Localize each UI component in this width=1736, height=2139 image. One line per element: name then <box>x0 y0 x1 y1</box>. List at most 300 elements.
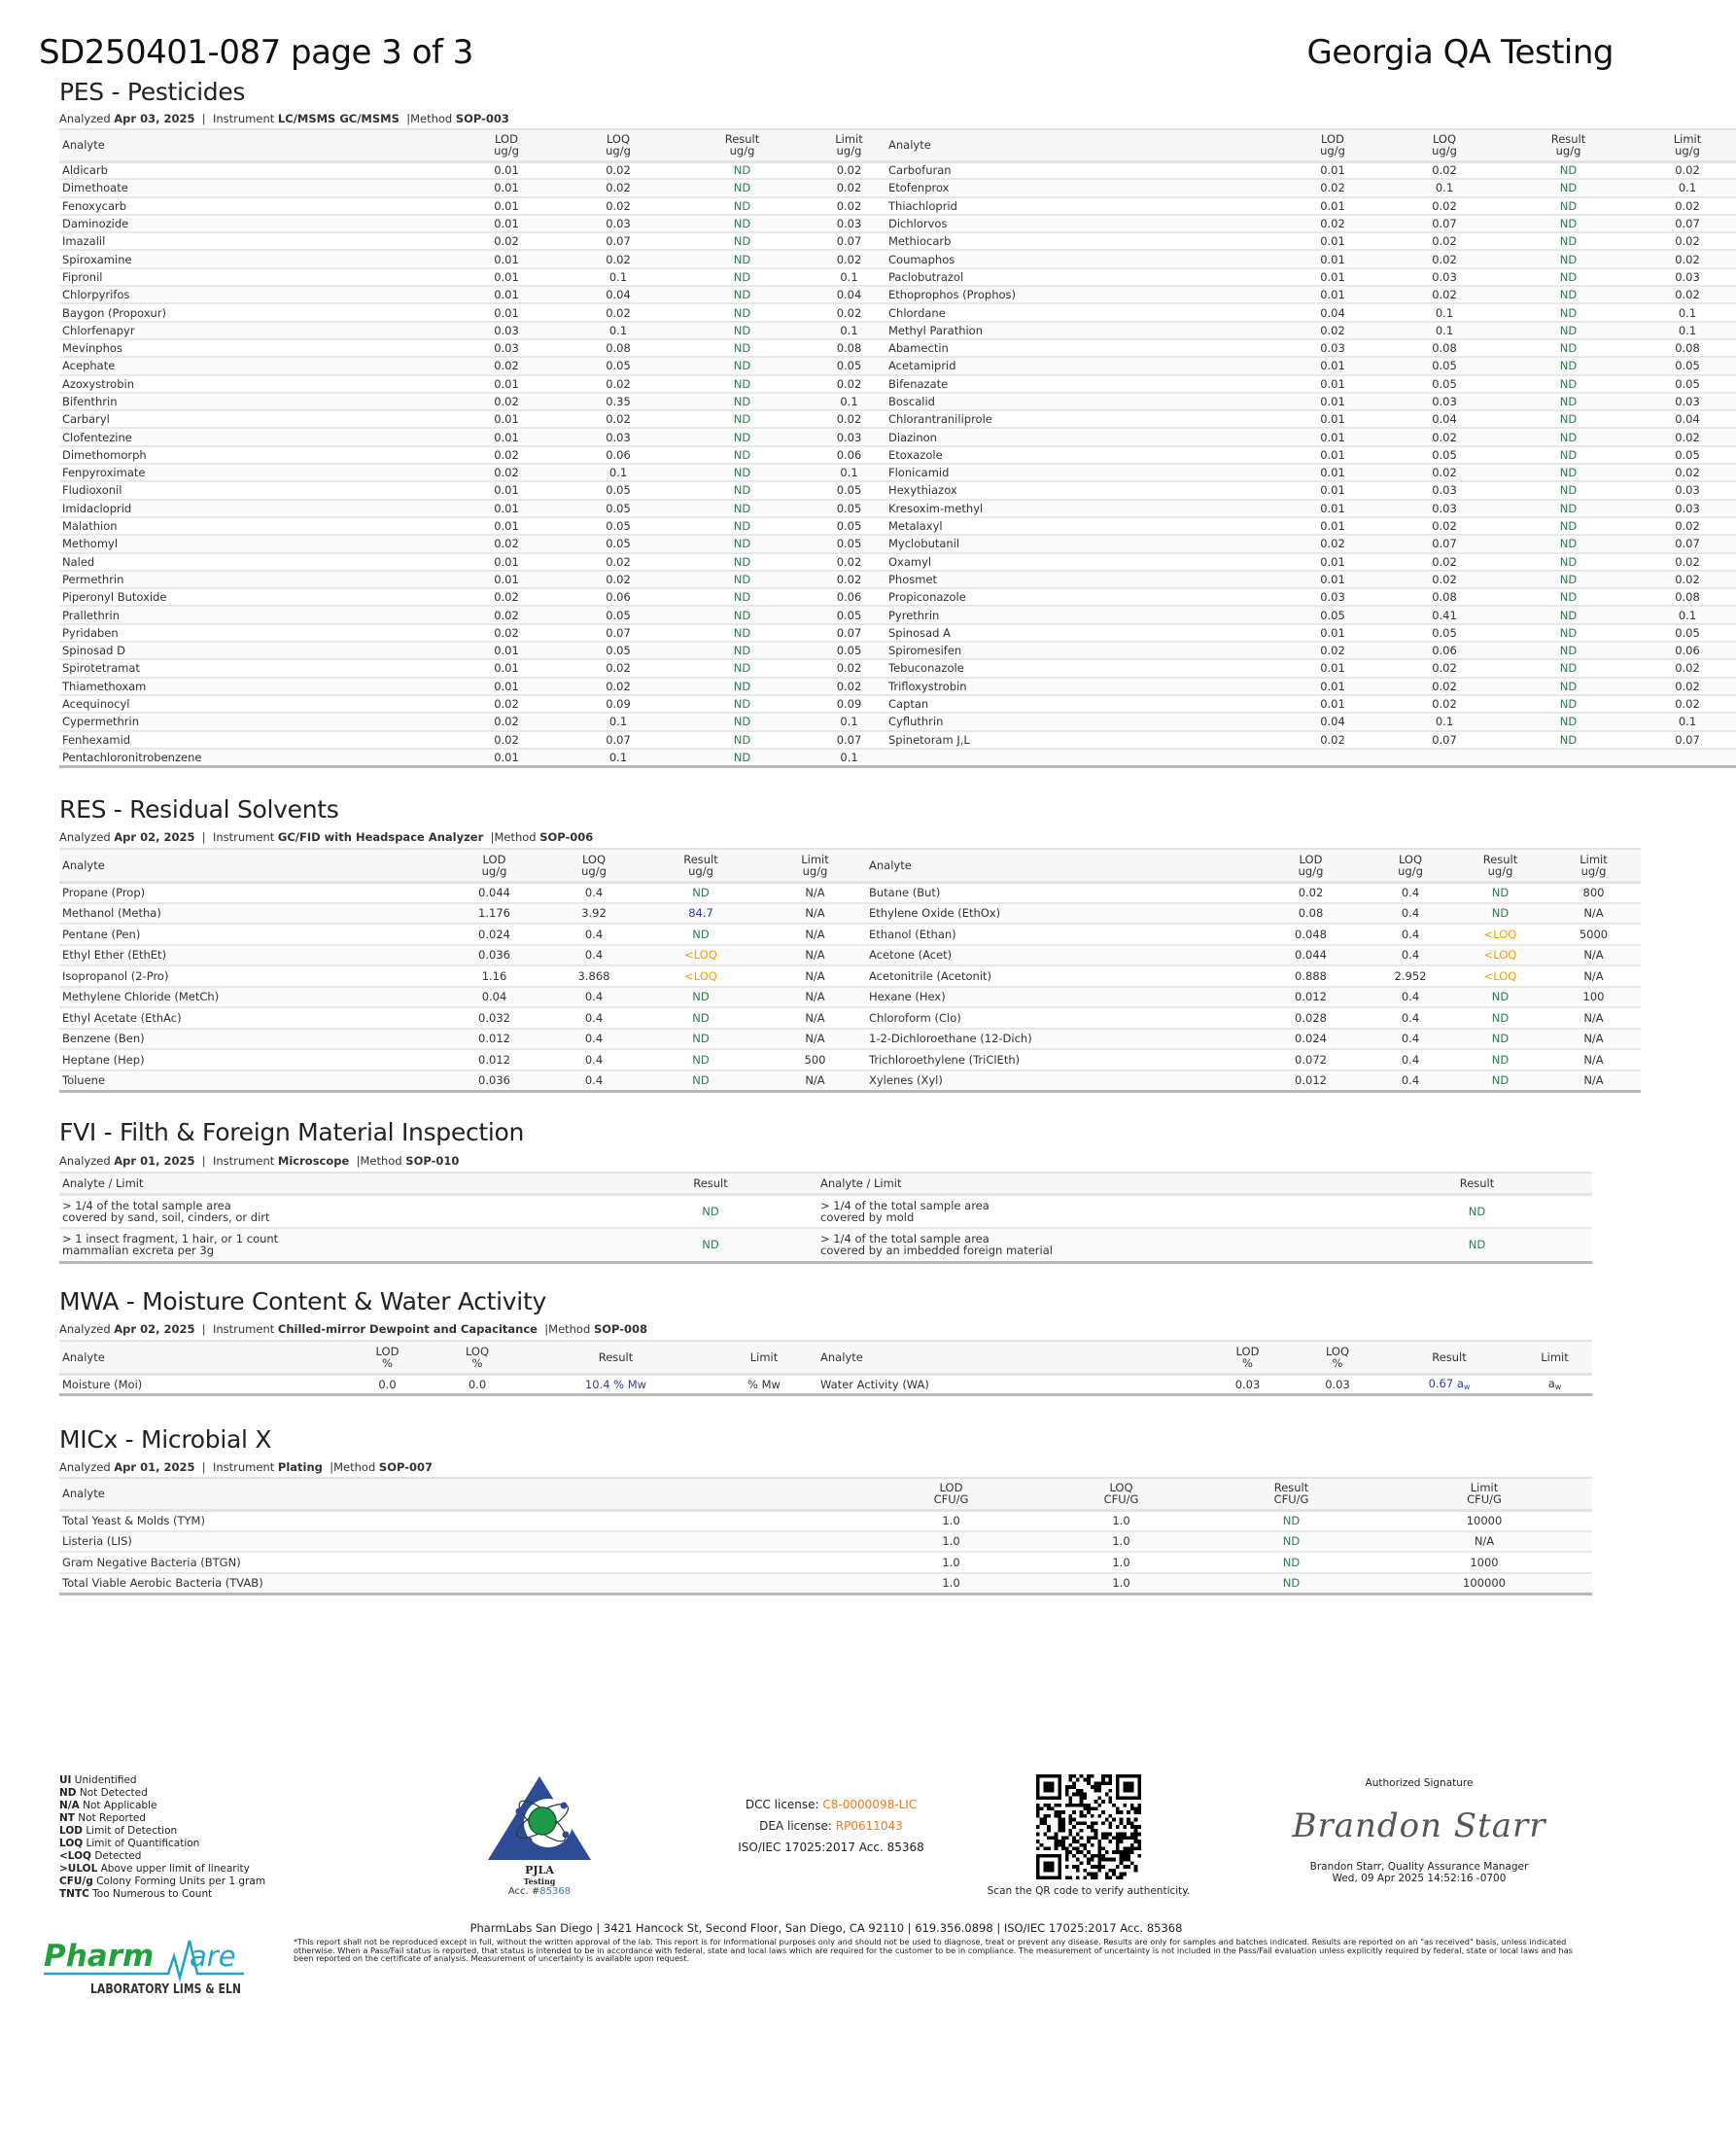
column-header-label: Limit <box>1541 1350 1569 1364</box>
column-header-label: Limit <box>1470 1481 1499 1495</box>
limit-cell: 0.02 <box>836 198 862 213</box>
lod-cell: 0.04 <box>1320 715 1345 729</box>
limit-cell: N/A <box>1474 1534 1495 1549</box>
limit-cell: 800 <box>1582 886 1605 899</box>
column-header-label: Analyte <box>820 1350 863 1364</box>
meta-label: Instrument <box>212 1154 275 1168</box>
analyte-limit-line: > 1/4 of the total sample area <box>62 1198 231 1212</box>
column-header-label: Result <box>1482 852 1518 866</box>
meta-label: Analyzed <box>59 1322 111 1336</box>
legend-description: Unidentified <box>74 1774 137 1786</box>
table-row <box>59 303 1736 321</box>
analyte-cell: Paclobutrazol <box>888 269 964 284</box>
limit-cell: 0.07 <box>1675 217 1700 231</box>
result-cell: 84.7 <box>688 906 713 921</box>
loq-cell: 0.03 <box>1432 395 1457 408</box>
loq-cell: 0.04 <box>1432 412 1457 427</box>
meta-label: Analyzed <box>59 1154 111 1168</box>
table-row <box>59 357 1736 374</box>
lod-cell: 0.03 <box>494 323 519 337</box>
analyte-cell: Chlorantraniliprole <box>888 412 992 427</box>
result-cell: ND <box>1559 501 1578 515</box>
column-header-label: LOQ <box>1109 1481 1133 1495</box>
legend-item <box>59 1825 265 1838</box>
lod-cell: 0.01 <box>494 198 519 213</box>
limit-cell: 0.08 <box>836 341 862 356</box>
analyte-cell: Ethoprophos (Prophos) <box>888 288 1017 302</box>
limit-cell: 0.03 <box>836 217 862 231</box>
loq-cell: 0.02 <box>606 252 631 266</box>
column-header-result <box>1206 1478 1376 1510</box>
residual-solvents-table-body <box>59 882 1641 1091</box>
result-cell: ND <box>1282 1534 1301 1549</box>
limit-cell: 0.06 <box>1675 644 1700 658</box>
column-header-limit <box>813 129 885 161</box>
analyte-cell: Butane (But) <box>869 886 941 899</box>
result-cell: ND <box>733 483 751 498</box>
meta-label: Analyzed <box>59 830 111 844</box>
analyte-cell: Methyl Parathion <box>888 323 984 337</box>
limit-cell: 0.02 <box>1675 252 1700 266</box>
result-cell <box>1498 749 1639 766</box>
analyte-limit-line: > 1/4 of the total sample area <box>820 1232 990 1246</box>
section-meta-moisture-water-activity: Analyzed Apr 02, 2025 | Instrument Chilled-mirror Dewpoint and Capacitance |Method SOP-008 <box>59 1322 648 1336</box>
limit-cell: 0.1 <box>840 323 858 337</box>
table-row <box>59 945 1641 966</box>
column-header-loq <box>1367 849 1454 882</box>
analyte-cell: Methylene Chloride (MetCh) <box>62 990 220 1004</box>
lod-cell: 1.176 <box>478 906 510 921</box>
column-header-analyte <box>59 1341 341 1374</box>
limit-cell: 0.03 <box>1675 395 1700 408</box>
lod-cell: 0.04 <box>1320 305 1345 320</box>
limit-cell: 0.02 <box>836 376 862 391</box>
column-header-result <box>1454 849 1546 882</box>
limit-cell: 0.02 <box>836 554 862 569</box>
result-cell: ND <box>1282 1576 1301 1590</box>
limit-cell: N/A <box>1583 968 1604 983</box>
column-header-unit: % <box>471 1355 483 1370</box>
legend-item <box>59 1888 265 1901</box>
column-header-unit: % <box>1242 1355 1253 1370</box>
pjla-acc-number: 85368 <box>539 1886 572 1897</box>
loq-cell: 0.02 <box>606 679 631 693</box>
analyte-cell: Naled <box>62 554 95 569</box>
analyte-limit-cell <box>817 1194 1362 1228</box>
analyte-cell: Propane (Prop) <box>62 886 146 899</box>
result-cell: ND <box>1468 1204 1486 1218</box>
result-cell: ND <box>733 466 751 480</box>
limit-cell: 0.02 <box>836 412 862 427</box>
loq-cell: 0.07 <box>606 234 631 249</box>
analyte-cell: Xylenes (Xyl) <box>869 1073 943 1087</box>
section-title-residual-solvents: RES - Residual Solvents <box>59 795 339 824</box>
lod-cell: 0.072 <box>1295 1052 1327 1067</box>
lod-cell: 0.01 <box>494 305 519 320</box>
analyte-cell: Etoxazole <box>888 447 943 462</box>
analyte-cell: Mevinphos <box>62 341 122 356</box>
limit-cell: 0.07 <box>836 234 862 249</box>
analyte-cell: Diazinon <box>888 430 937 444</box>
lod-cell: 1.0 <box>942 1555 960 1569</box>
lod-cell: 0.01 <box>1320 447 1345 462</box>
lod-cell: 0.01 <box>1320 376 1345 391</box>
analyte-cell: Ethylene Oxide (EthOx) <box>869 906 1001 921</box>
loq-cell: 0.05 <box>606 644 631 658</box>
limit-cell: 0.02 <box>1675 466 1700 480</box>
dea-license <box>700 1815 962 1837</box>
meta-method: SOP-007 <box>378 1460 433 1474</box>
table-row <box>59 339 1736 357</box>
column-header-limit <box>711 1341 817 1374</box>
table-row <box>59 410 1736 428</box>
analyte-cell: Boscalid <box>888 395 935 408</box>
column-header-label: Analyte <box>62 1487 105 1501</box>
loq-cell: 0.02 <box>1432 288 1457 302</box>
loq-cell: 0.4 <box>1401 948 1420 963</box>
result-cell: ND <box>1491 1010 1510 1025</box>
lod-cell: 0.03 <box>1320 341 1345 356</box>
column-header-lod <box>866 1478 1036 1510</box>
dcc-license <box>700 1794 962 1815</box>
result-cell: ND <box>1559 447 1578 462</box>
analyte-cell: Chlorpyrifos <box>62 288 130 302</box>
loq-cell: 0.1 <box>608 323 628 337</box>
loq-cell: 0.41 <box>1432 608 1457 622</box>
lod-cell: 1.0 <box>942 1534 960 1549</box>
column-header-unit: ug/g <box>581 863 607 878</box>
column-header-loq <box>1294 1341 1381 1374</box>
table-row <box>59 695 1736 713</box>
column-header-analyte-limit: Analyte / Limit <box>62 1175 144 1190</box>
limit-cell: 0.1 <box>1678 323 1697 337</box>
analyte-cell: Spiroxamine <box>62 252 132 266</box>
result-value: 0.67 a <box>1428 1377 1464 1390</box>
analyte-cell <box>885 749 1274 766</box>
column-header-result <box>1498 129 1639 161</box>
loq-cell: 0.05 <box>1432 359 1457 373</box>
analyte-cell: Piperonyl Butoxide <box>62 590 167 605</box>
limit-cell: 0.05 <box>1675 447 1700 462</box>
result-cell: ND <box>733 661 751 676</box>
table-row <box>59 1007 1641 1029</box>
table-row <box>59 1374 1592 1394</box>
loq-cell: 0.1 <box>608 466 628 480</box>
table-row <box>59 446 1736 464</box>
limit-cell: 0.07 <box>1675 732 1700 747</box>
meta-method: SOP-008 <box>593 1322 648 1336</box>
table-row <box>59 1049 1641 1070</box>
limit-cell: N/A <box>1583 1010 1604 1025</box>
limit-cell: 0.08 <box>1675 341 1700 356</box>
result-cell: ND <box>733 234 751 249</box>
column-header-label: Analyte <box>888 138 931 153</box>
meta-analyzed-date: Apr 03, 2025 <box>114 112 195 125</box>
lod-cell: 0.0 <box>378 1377 397 1391</box>
column-header-label: Result <box>683 852 718 866</box>
legend-description: Detected <box>94 1850 142 1862</box>
lod-cell: 0.01 <box>494 412 519 427</box>
column-header-analyte <box>817 1341 1201 1374</box>
lod-cell: 0.02 <box>1298 886 1324 899</box>
column-header-label: LOD <box>1235 1344 1260 1358</box>
limit-cell: 0.06 <box>836 590 862 605</box>
loq-cell: 0.05 <box>606 501 631 515</box>
limit-cell: 0.09 <box>836 697 862 712</box>
meta-analyzed-date: Apr 02, 2025 <box>114 1322 195 1336</box>
limit-cell: 0.05 <box>836 644 862 658</box>
table-row <box>59 903 1641 925</box>
table-row <box>59 678 1736 695</box>
table-row <box>59 659 1736 677</box>
analyte-limit-line: mammalian excreta per 3g <box>62 1244 215 1258</box>
column-header-limit <box>1639 129 1736 161</box>
lod-cell: 0.01 <box>1320 572 1345 586</box>
lod-cell: 0.08 <box>1298 906 1324 921</box>
meta-label: Method <box>360 1154 402 1168</box>
column-header-lod <box>1255 849 1367 882</box>
table-row <box>59 517 1736 535</box>
result-cell: ND <box>1559 181 1578 195</box>
lod-cell: 0.01 <box>494 252 519 266</box>
limit-cell: 0.1 <box>1678 305 1697 320</box>
loq-cell: 0.4 <box>1401 1032 1420 1046</box>
result-cell: ND <box>733 590 751 605</box>
loq-cell: 0.07 <box>606 625 631 640</box>
analyte-cell: Isopropanol (2-Pro) <box>62 968 169 983</box>
loq-cell: 0.4 <box>584 1052 604 1067</box>
limit-cell: 0.02 <box>1675 430 1700 444</box>
limit-cell: 0.05 <box>836 483 862 498</box>
table-row <box>59 268 1736 286</box>
analyte-cell: Clofentezine <box>62 430 132 444</box>
result-cell: <LOQ <box>684 948 717 963</box>
analyte-cell: Bifenthrin <box>62 395 118 408</box>
table-row <box>59 179 1736 196</box>
result-cell: ND <box>733 252 751 266</box>
result-cell: ND <box>733 376 751 391</box>
table-row <box>59 924 1641 945</box>
analyte-cell: Dichlorvos <box>888 217 948 231</box>
meta-instrument: LC/MSMS GC/MSMS <box>277 112 399 125</box>
column-header-lod <box>1201 1341 1294 1374</box>
meta-label: Method <box>333 1460 376 1474</box>
table-row <box>59 464 1736 481</box>
result-cell: ND <box>733 537 751 551</box>
table-row <box>59 197 1736 215</box>
column-header-label: LOQ <box>581 852 607 866</box>
limit-cell: 0.02 <box>1675 519 1700 534</box>
residual-solvents-table-header <box>59 849 1641 882</box>
lod-cell: 0.01 <box>1320 554 1345 569</box>
lod-cell: 0.01 <box>494 644 519 658</box>
analyte-cell: Spinetoram J,L <box>888 732 970 747</box>
abbreviation-legend <box>59 1774 265 1901</box>
result-cell: ND <box>1559 537 1578 551</box>
column-header-label: Result <box>1550 132 1586 147</box>
result-cell: ND <box>1559 198 1578 213</box>
signer-name-title: Brandon Starr, Quality Assurance Manager <box>1309 1861 1529 1873</box>
lod-cell: 0.02 <box>494 608 519 622</box>
loq-cell: 0.4 <box>584 948 604 963</box>
column-header-label: LOQ <box>1325 1344 1350 1358</box>
lod-cell: 0.01 <box>1320 466 1345 480</box>
legend-description: Not Applicable <box>83 1800 157 1811</box>
column-header-unit: ug/g <box>1487 863 1513 878</box>
lod-cell: 0.024 <box>1295 1032 1327 1046</box>
loq-cell: 0.4 <box>584 1073 604 1087</box>
limit-cell: 0.02 <box>1675 697 1700 712</box>
analyte-cell: Acephate <box>62 359 116 373</box>
column-header-unit: ug/g <box>729 144 755 158</box>
lod-cell: 0.02 <box>494 537 519 551</box>
document-title: SD250401-087 page 3 of 3 <box>39 33 473 72</box>
column-header-loq <box>550 849 638 882</box>
loq-cell: 0.05 <box>606 519 631 534</box>
lod-cell: 0.01 <box>1320 198 1345 213</box>
column-header-lod <box>341 1341 434 1374</box>
limit-cell: 0.05 <box>836 359 862 373</box>
column-header-label: Result <box>1432 1350 1467 1364</box>
lod-cell: 0.01 <box>494 163 519 178</box>
lod-cell: 0.01 <box>494 661 519 676</box>
loq-cell: 0.02 <box>1432 572 1457 586</box>
loq-cell: 1.0 <box>1112 1555 1130 1569</box>
table-row <box>59 1228 1592 1262</box>
table-row <box>59 553 1736 571</box>
qr-code-icon[interactable] <box>1036 1774 1141 1879</box>
limit-cell: 0.02 <box>836 305 862 320</box>
analyte-limit-cell <box>59 1228 604 1262</box>
result-cell: ND <box>1559 323 1578 337</box>
result-cell: ND <box>733 412 751 427</box>
column-header-label: LOD <box>939 1481 963 1495</box>
license-info <box>700 1794 962 1858</box>
loq-cell: 0.02 <box>1432 661 1457 676</box>
column-header-label: Result <box>1273 1481 1309 1495</box>
lod-cell: 0.03 <box>1320 590 1345 605</box>
loq-cell: 0.1 <box>1435 323 1454 337</box>
analyte-limit-line: covered by sand, soil, cinders, or dirt <box>62 1210 270 1224</box>
loq-cell: 0.1 <box>1435 181 1454 195</box>
column-header-lod <box>1274 129 1391 161</box>
lod-cell: 0.012 <box>1295 990 1327 1004</box>
result-cell: ND <box>733 269 751 284</box>
lod-cell: 0.01 <box>494 679 519 693</box>
lod-cell: 0.04 <box>481 990 507 1004</box>
limit-cell <box>1639 749 1736 766</box>
legend-abbreviation: >ULOL <box>59 1863 98 1875</box>
result-cell: ND <box>733 644 751 658</box>
result-cell: ND <box>733 554 751 569</box>
table-row <box>59 1070 1641 1092</box>
lod-cell: 0.01 <box>1320 501 1345 515</box>
loq-cell: 0.07 <box>1432 732 1457 747</box>
limit-cell: 0.1 <box>1678 181 1697 195</box>
lod-cell: 0.01 <box>494 269 519 284</box>
limit-cell: 0.07 <box>836 625 862 640</box>
legend-item <box>59 1838 265 1850</box>
column-header-unit: ug/g <box>1580 863 1607 878</box>
column-header-lod <box>438 849 550 882</box>
lod-cell: 0.01 <box>1320 430 1345 444</box>
analyte-cell: Listeria (LIS) <box>62 1534 132 1549</box>
loq-cell: 0.09 <box>606 697 631 712</box>
analyte-cell: Tebuconazole <box>888 661 964 676</box>
microbial-table <box>59 1477 1592 1595</box>
loq-cell: 0.4 <box>584 990 604 1004</box>
result-cell: ND <box>1559 217 1578 231</box>
loq-cell: 0.04 <box>606 288 631 302</box>
result-cell: ND <box>1559 234 1578 249</box>
loq-cell: 3.92 <box>581 906 607 921</box>
limit-cell: 0.02 <box>1675 572 1700 586</box>
analyte-cell: Methiocarb <box>888 234 952 249</box>
result-cell: ND <box>1559 590 1578 605</box>
section-title-pesticides: PES - Pesticides <box>59 78 246 106</box>
limit-cell: 500 <box>804 1052 826 1067</box>
column-header-unit: % <box>1332 1355 1343 1370</box>
table-row <box>59 1510 1592 1531</box>
legend-description: Above upper limit of linearity <box>100 1863 250 1875</box>
result-cell: ND <box>1559 430 1578 444</box>
lod-cell: 0.01 <box>494 483 519 498</box>
column-header-label: LOD <box>1321 132 1344 147</box>
result-cell: ND <box>733 750 751 764</box>
column-header-unit: ug/g <box>481 863 507 878</box>
limit-cell: 0.1 <box>1678 715 1697 729</box>
limit-cell: 5000 <box>1579 927 1609 941</box>
limit-cell: N/A <box>805 927 825 941</box>
analyte-cell: Spinosad A <box>888 625 951 640</box>
table-row <box>59 987 1641 1008</box>
lod-cell: 0.044 <box>478 886 510 899</box>
svg-text:LABORATORY LIMS & ELN: LABORATORY LIMS & ELN <box>90 1982 241 1997</box>
legend-abbreviation: ND <box>59 1787 77 1799</box>
lod-cell: 0.02 <box>1320 181 1345 195</box>
result-cell: ND <box>733 679 751 693</box>
analyte-cell: Toluene <box>62 1073 106 1087</box>
column-header-analyte <box>59 129 448 161</box>
loq-cell: 0.08 <box>1432 341 1457 356</box>
lod-cell: 0.048 <box>1295 927 1327 941</box>
analyte-cell: Captan <box>888 697 929 712</box>
result-cell: ND <box>1491 1032 1510 1046</box>
loq-cell: 0.0 <box>468 1377 487 1391</box>
signature-label: Authorized Signature <box>1365 1777 1474 1789</box>
analyte-cell: Prallethrin <box>62 608 120 622</box>
analyte-cell: Acequinocyl <box>62 697 130 712</box>
loq-cell: 0.03 <box>606 217 631 231</box>
analyte-cell: Dimethomorph <box>62 447 147 462</box>
legend-abbreviation: N/A <box>59 1800 80 1811</box>
result-cell: ND <box>692 1073 710 1087</box>
limit-cell: N/A <box>805 906 825 921</box>
loq-cell: 0.02 <box>606 412 631 427</box>
loq-cell: 0.07 <box>1432 537 1457 551</box>
section-title-microbial: MICx - Microbial X <box>59 1425 272 1454</box>
limit-cell: 0.02 <box>836 252 862 266</box>
analyte-cell: Ethyl Acetate (EthAc) <box>62 1010 182 1025</box>
loq-cell: 0.02 <box>606 198 631 213</box>
column-header-loq <box>1036 1478 1206 1510</box>
limit-cell: 0.1 <box>840 395 858 408</box>
column-header-label: LOD <box>1299 852 1323 866</box>
table-row <box>59 481 1736 499</box>
table-row <box>59 322 1736 339</box>
loq-cell: 0.02 <box>1432 198 1457 213</box>
section-title-filth-foreign-material: FVI - Filth & Foreign Material Inspection <box>59 1118 525 1146</box>
